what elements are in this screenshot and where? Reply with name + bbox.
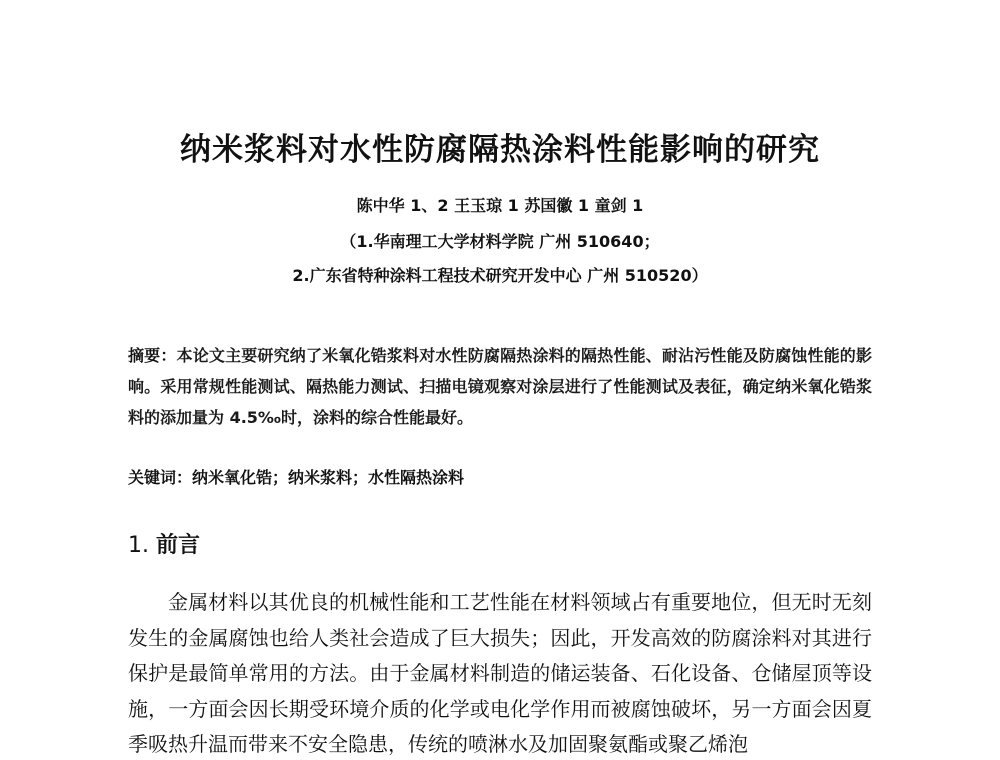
section-heading xyxy=(128,531,200,561)
affiliation-line-2: 2.广东省特种涂料工程技术研究开发中心 广州 510520） xyxy=(292,266,708,285)
affiliation-line-1: （1.华南理工大学材料学院 广州 510640； xyxy=(340,232,660,251)
keywords-text: 纳米氧化锆；纳米浆料；水性隔热涂料 xyxy=(192,468,465,487)
section-title: 前言 xyxy=(155,533,200,558)
body-paragraph: 金属材料以其优良的机械性能和工艺性能在材料领域占有重要地位，但无时无刻发生的金属腐蚀也给人类社会造成了巨大损失；因此，开发高效的防腐涂料对其进行保护是最简单常用的方法。由于金属材料制造的储运装备、石化设备、仓储屋顶等设施，一方面会因长期受环境介质的化学或电化学作用而被腐蚀破坏，另一方面会因夏季吸热升温而带来不安全隐患，传统的喷淋水及加固聚氨酯或聚乙烯泡 xyxy=(128,590,872,756)
paper-title: 纳米浆料对水性防腐隔热涂料性能影响的研究 xyxy=(180,132,820,168)
keywords-label: 关键词： xyxy=(128,468,193,487)
abstract-text: 本论文主要研究纳了米氧化锆浆料对水性防腐隔热涂料的隔热性能、耐沾污性能及防腐蚀性能的影响。采用常规性能测试、隔热能力测试、扫描电镜观察对涂层进行了性能测试及表征，确定纳米氧化锆浆料的添加量为 4.5‰时，涂料的综合性能最好。 xyxy=(128,346,872,427)
section-number: 1. xyxy=(128,533,156,558)
paper-authors: 陈中华 1、2 王玉琼 1 苏国徽 1 童剑 1 xyxy=(356,196,644,215)
abstract xyxy=(128,340,872,433)
abstract-label: 摘要： xyxy=(128,346,177,365)
keywords xyxy=(128,466,872,490)
